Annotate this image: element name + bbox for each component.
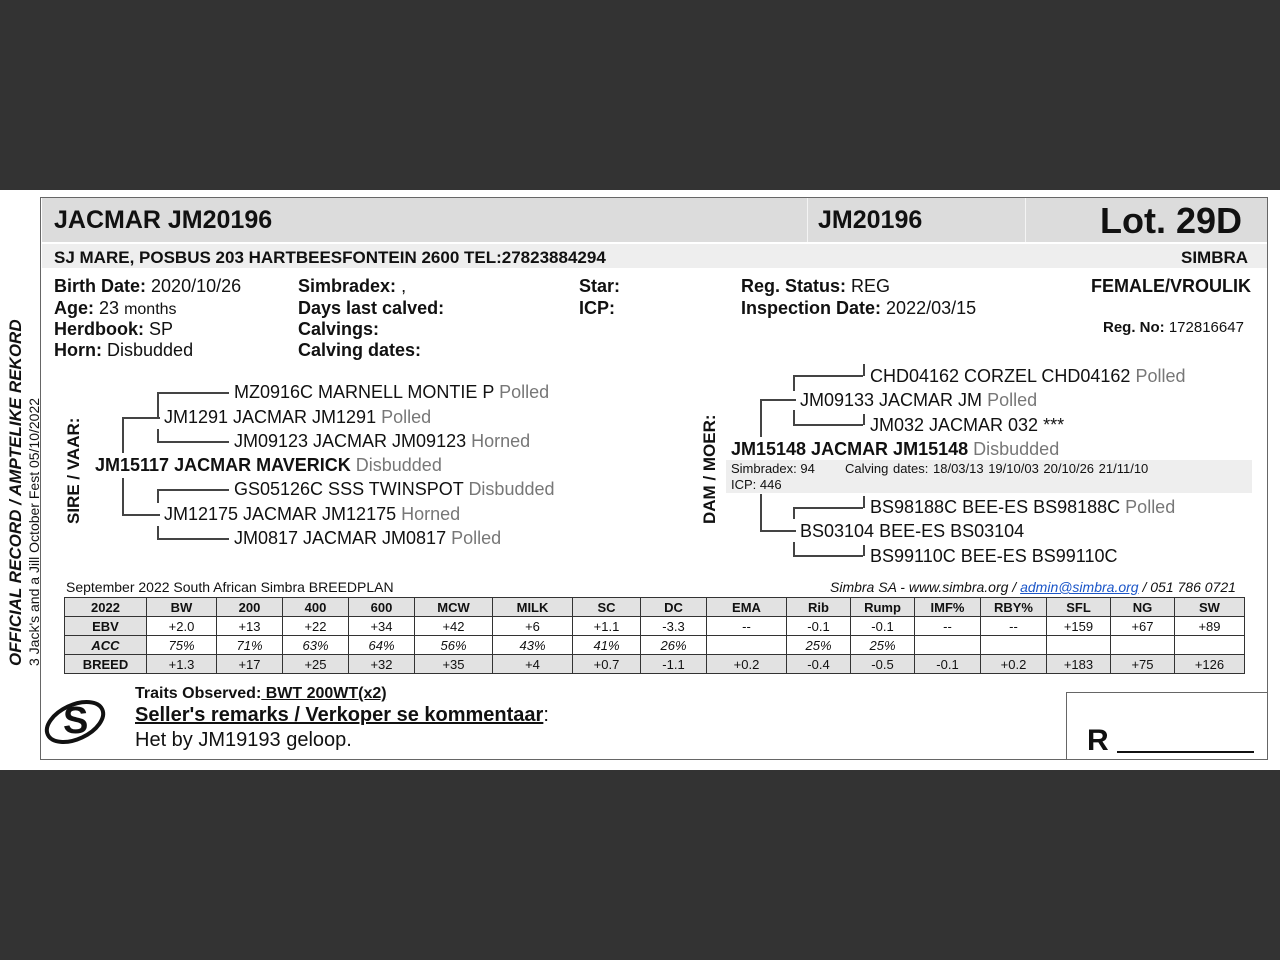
breedplan-table-body — [65, 598, 1245, 674]
pedigree-line — [122, 478, 124, 514]
sire-sire-dam — [234, 431, 530, 452]
pedigree-horn: Horned — [401, 504, 461, 524]
contact-email-link[interactable]: admin@simbra.org — [1020, 579, 1139, 595]
calvings-label: Calvings: — [298, 319, 380, 339]
pedigree-line — [760, 494, 762, 530]
sire-dam-dam — [234, 528, 501, 549]
pedigree-line — [122, 514, 160, 516]
table-cell: +2.0 — [147, 617, 217, 636]
table-cell: +34 — [349, 617, 415, 636]
table-cell: -0.1 — [915, 655, 981, 674]
sale-note: 3 Jack's and a Jill October Fest 05/10/2022 — [26, 397, 42, 666]
simbra-logo-icon — [42, 688, 112, 753]
pedigree-line — [157, 392, 229, 394]
age-unit: months — [124, 301, 177, 318]
pedigree-line — [122, 417, 124, 453]
dam-dam — [800, 521, 1024, 542]
pedigree-horn: Polled — [381, 407, 432, 427]
table-cell: +0.7 — [573, 655, 641, 674]
sire-sire — [164, 407, 431, 428]
sire-dam-sire — [234, 479, 555, 500]
pedigree-line — [122, 417, 160, 419]
table-cell: +1.3 — [147, 655, 217, 674]
dam-dam-dam — [870, 546, 1117, 567]
table-cell: IMF% — [915, 598, 981, 617]
table-cell: +89 — [1175, 617, 1245, 636]
table-cell: EMA — [707, 598, 787, 617]
pedigree-name: BS98188C BEE-ES BS98188C — [870, 497, 1121, 517]
reg-no-label: Reg. No: — [1103, 319, 1165, 336]
table-cell: +75 — [1111, 655, 1175, 674]
pedigree-horn: Disbudded — [355, 455, 442, 475]
birth-date-label: Birth Date: — [54, 276, 147, 296]
herdbook-row — [54, 319, 173, 340]
remarks-heading — [135, 704, 549, 727]
pedigree-name: JM09123 JACMAR JM09123 — [234, 431, 467, 451]
table-cell: +183 — [1047, 655, 1111, 674]
simbradex-row — [298, 276, 406, 297]
table-cell: -0.5 — [851, 655, 915, 674]
pedigree-name: BS03104 BEE-ES BS03104 — [800, 521, 1025, 541]
birth-date-row — [54, 276, 241, 297]
pedigree-line — [793, 542, 795, 555]
seller-remarks: Het by JM19193 geloop. — [135, 729, 352, 751]
horn-row — [54, 340, 193, 361]
traits-label: Traits Observed: — [135, 685, 262, 702]
table-cell: +0.2 — [981, 655, 1047, 674]
row-label-cell: 2022 — [65, 598, 147, 617]
table-cell: +42 — [415, 617, 493, 636]
table-cell: SW — [1175, 598, 1245, 617]
breedplan-table — [64, 597, 1245, 674]
pedigree-horn: Polled — [499, 382, 550, 402]
reg-status-label: Reg. Status: — [741, 276, 847, 296]
title-separator — [807, 198, 808, 242]
lot-number: Lot. 29D — [1100, 200, 1243, 241]
row-label-cell: ACC — [65, 636, 147, 655]
table-cell: +4 — [493, 655, 573, 674]
official-record-sidebar — [6, 319, 42, 666]
pedigree-horn: Polled — [987, 390, 1038, 410]
sex: FEMALE/VROULIK — [1091, 276, 1251, 296]
dam-icp: ICP: 446 — [731, 477, 782, 492]
table-cell: MCW — [415, 598, 493, 617]
pedigree-line — [157, 489, 159, 503]
table-cell: NG — [1111, 598, 1175, 617]
dam-sire-dam — [870, 415, 1064, 436]
table-cell — [1175, 636, 1245, 655]
table-cell: +126 — [1175, 655, 1245, 674]
table-cell: 56% — [415, 636, 493, 655]
herdbook-label: Herdbook: — [54, 319, 144, 339]
dam-simbradex: Simbradex: 94 — [731, 461, 815, 476]
age: 23 — [99, 298, 120, 318]
table-cell: 25% — [787, 636, 851, 655]
official-record-title: OFFICIAL RECORD / AMPTELIKE REKORD — [6, 319, 25, 666]
pedigree-name: JM09133 JACMAR JM — [800, 390, 983, 410]
table-cell: 63% — [283, 636, 349, 655]
sire-label: SIRE / VAAR: — [64, 417, 83, 524]
table-cell — [707, 636, 787, 655]
table-cell: -0.1 — [851, 617, 915, 636]
table-cell: 200 — [217, 598, 283, 617]
table-cell: -3.3 — [641, 617, 707, 636]
table-cell: -0.1 — [787, 617, 851, 636]
table-cell: Rib — [787, 598, 851, 617]
pedigree-name: CHD04162 CORZEL CHD04162 — [870, 366, 1131, 386]
table-cell: 75% — [147, 636, 217, 655]
pedigree-line — [793, 507, 863, 509]
price-write-line[interactable] — [1117, 751, 1254, 753]
table-cell: Rump — [851, 598, 915, 617]
table-row — [65, 598, 1245, 617]
pedigree-horn: Disbudded — [973, 439, 1060, 459]
pedigree-line — [157, 441, 229, 443]
pedigree-line — [760, 399, 762, 437]
dam — [731, 439, 1059, 460]
table-cell — [1111, 636, 1175, 655]
table-cell: +159 — [1047, 617, 1111, 636]
dam-sire-sire — [870, 366, 1186, 387]
table-cell: 43% — [493, 636, 573, 655]
table-cell: BW — [147, 598, 217, 617]
pedigree-line — [863, 496, 865, 508]
birth-date: 2020/10/26 — [151, 276, 242, 296]
sire — [95, 455, 442, 476]
row-label-cell: BREED — [65, 655, 147, 674]
star-label: Star: — [579, 276, 621, 296]
table-cell: 41% — [573, 636, 641, 655]
animal-id: JM20196 — [818, 206, 923, 234]
age-label: Age: — [54, 298, 94, 318]
pedigree-name: JM15117 JACMAR MAVERICK — [95, 455, 351, 475]
table-cell: 400 — [283, 598, 349, 617]
pedigree-line — [157, 538, 229, 540]
table-cell: SFL — [1047, 598, 1111, 617]
table-cell — [1047, 636, 1111, 655]
table-cell: 26% — [641, 636, 707, 655]
row-label-cell: EBV — [65, 617, 147, 636]
pedigree-line — [793, 424, 863, 426]
table-row — [65, 617, 1245, 636]
reg-no-row — [1103, 319, 1244, 336]
price-label: R — [1087, 724, 1109, 757]
pedigree-line — [760, 530, 796, 532]
pedigree-name: BS99110C BEE-ES BS99110C — [870, 546, 1118, 566]
traits-value: BWT 200WT(x2) — [261, 685, 387, 702]
pedigree-name: JM032 JACMAR 032 *** — [870, 415, 1065, 435]
table-cell: 64% — [349, 636, 415, 655]
dam-calving-dates: Calving dates: 18/03/13 19/10/03 20/10/26 21/11/10 — [845, 461, 1149, 476]
horn-label: Horn: — [54, 340, 102, 360]
reg-status-row — [741, 276, 890, 297]
remarks-colon: : — [543, 704, 549, 726]
pedigree-horn: Polled — [1125, 497, 1176, 517]
title-separator — [1025, 198, 1026, 242]
pedigree-name: JM12175 JACMAR JM12175 — [164, 504, 397, 524]
pedigree-line — [760, 399, 796, 401]
table-cell — [981, 636, 1047, 655]
reg-status: REG — [851, 276, 891, 296]
calving-dates-label: Calving dates: — [298, 340, 422, 360]
simbradex: , — [401, 276, 407, 296]
contact-prefix: Simbra SA - www.simbra.org / — [830, 579, 1021, 595]
logo-letter: S — [63, 700, 89, 742]
table-cell: +35 — [415, 655, 493, 674]
table-row — [65, 636, 1245, 655]
table-cell: RBY% — [981, 598, 1047, 617]
horn: Disbudded — [107, 340, 194, 360]
table-cell: -- — [915, 617, 981, 636]
table-cell: -1.1 — [641, 655, 707, 674]
sire-sire-sire — [234, 382, 549, 403]
table-cell — [915, 636, 981, 655]
dam-sire — [800, 390, 1037, 411]
simbradex-label: Simbradex: — [298, 276, 397, 296]
table-cell: DC — [641, 598, 707, 617]
pedigree-line — [863, 545, 865, 556]
table-cell: +25 — [283, 655, 349, 674]
table-row — [65, 655, 1245, 674]
pedigree-horn: Polled — [1135, 366, 1186, 386]
pedigree-horn: Polled — [451, 528, 502, 548]
pedigree-name: JM0817 JACMAR JM0817 — [234, 528, 447, 548]
pedigree-line — [793, 375, 795, 391]
remarks-label: Seller's remarks / Verkoper se kommentaar — [135, 704, 544, 726]
pedigree-horn: Disbudded — [468, 479, 555, 499]
table-cell: SC — [573, 598, 641, 617]
pedigree-line — [793, 555, 863, 557]
table-cell: 600 — [349, 598, 415, 617]
table-cell: +1.1 — [573, 617, 641, 636]
contact-suffix: / 051 786 0721 — [1138, 579, 1236, 595]
pedigree-line — [863, 414, 865, 425]
inspection-date-label: Inspection Date: — [741, 298, 882, 318]
table-cell: +13 — [217, 617, 283, 636]
table-cell: +6 — [493, 617, 573, 636]
dam-dam-sire — [870, 497, 1175, 518]
inspection-date: 2022/03/15 — [886, 298, 977, 318]
breedplan-caption: September 2022 South African Simbra BREEDPLAN — [66, 579, 394, 595]
table-cell: -- — [707, 617, 787, 636]
pedigree-line — [863, 364, 865, 376]
pedigree-line — [793, 375, 863, 377]
table-cell: +17 — [217, 655, 283, 674]
table-cell: 25% — [851, 636, 915, 655]
table-cell: 71% — [217, 636, 283, 655]
days-last-calved-label: Days last calved: — [298, 298, 445, 318]
pedigree-line — [157, 392, 159, 418]
pedigree-name: GS05126C SSS TWINSPOT — [234, 479, 464, 499]
pedigree-line — [157, 489, 229, 491]
icp-label: ICP: — [579, 298, 615, 318]
simbra-contact — [830, 579, 1236, 595]
animal-name: JACMAR JM20196 — [54, 206, 273, 234]
table-cell: -0.4 — [787, 655, 851, 674]
table-cell: MILK — [493, 598, 573, 617]
pedigree-line — [793, 410, 795, 424]
reg-no: 172816647 — [1168, 319, 1244, 336]
sire-dam — [164, 504, 460, 525]
table-cell: -- — [981, 617, 1047, 636]
table-cell: +0.2 — [707, 655, 787, 674]
pedigree-line — [793, 507, 795, 519]
pedigree-name: JM15148 JACMAR JM15148 — [731, 439, 969, 459]
age-row — [54, 298, 177, 319]
breeder-address: SJ MARE, POSBUS 203 HARTBEESFONTEIN 2600 TEL:27823884294 — [54, 248, 606, 267]
dam-label: DAM / MOER: — [700, 414, 719, 524]
pedigree-name: MZ0916C MARNELL MONTIE P — [234, 382, 495, 402]
table-cell: +22 — [283, 617, 349, 636]
pedigree-name: JM1291 JACMAR JM1291 — [164, 407, 377, 427]
inspection-date-row — [741, 298, 976, 319]
traits-observed — [135, 685, 387, 703]
table-cell: +32 — [349, 655, 415, 674]
herdbook: SP — [149, 319, 174, 339]
table-cell: +67 — [1111, 617, 1175, 636]
breed-name: SIMBRA — [1181, 248, 1249, 267]
pedigree-horn: Horned — [471, 431, 531, 451]
